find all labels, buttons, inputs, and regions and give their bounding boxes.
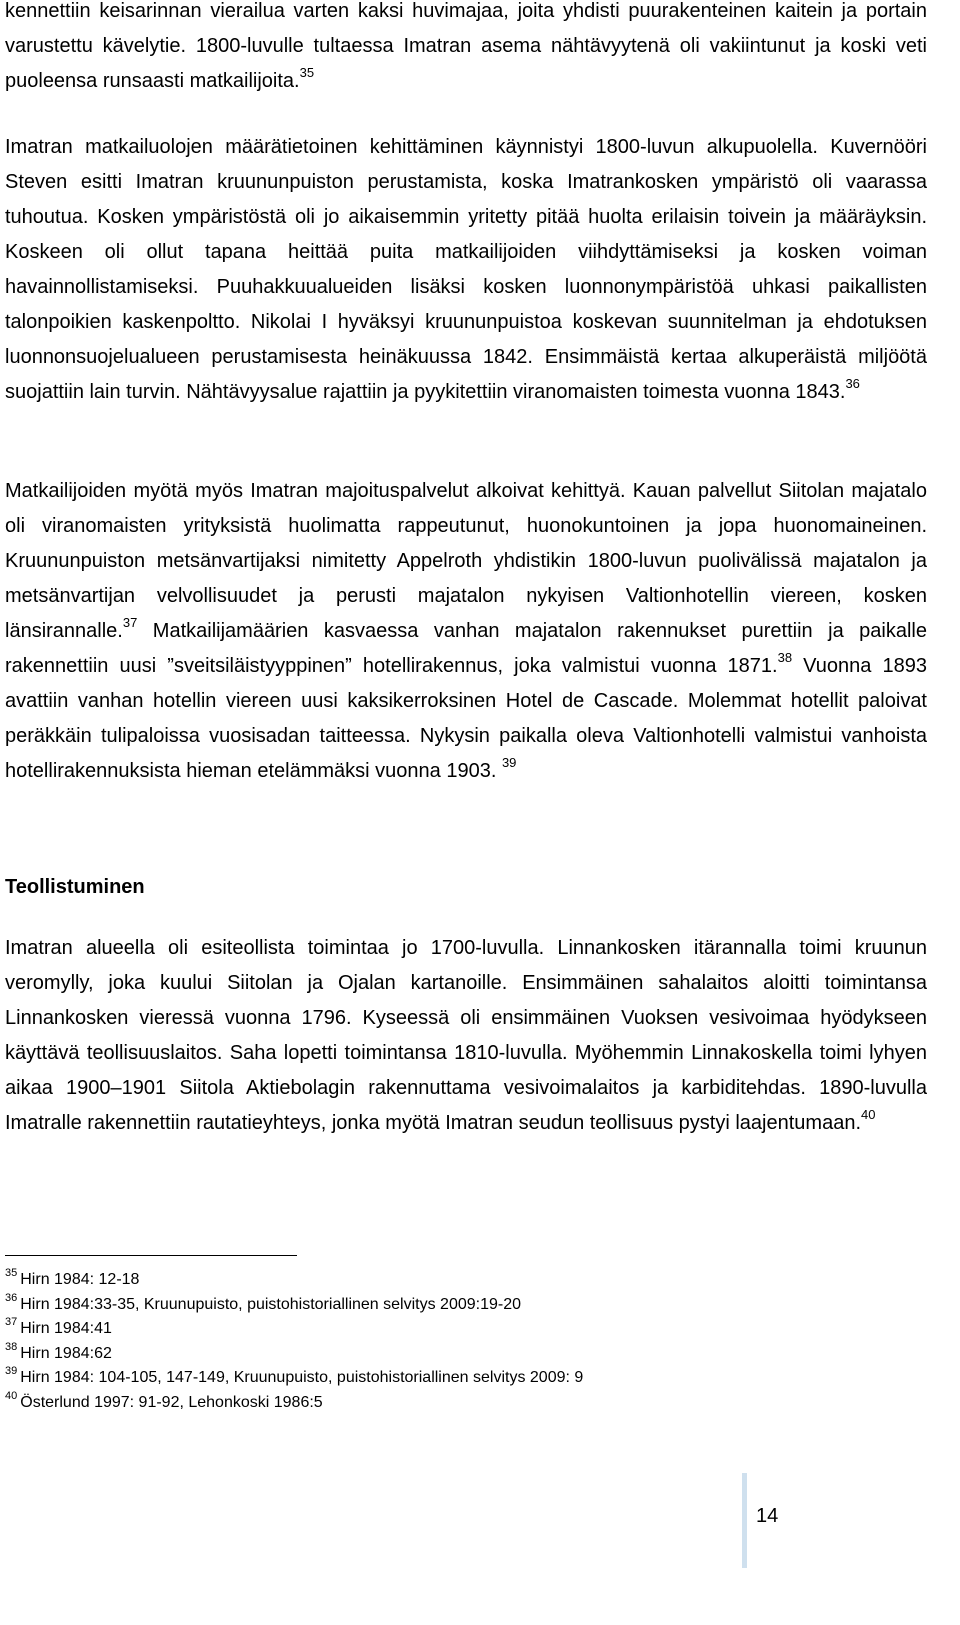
footnote-35 bbox=[5, 1268, 583, 1293]
footnote-37 bbox=[5, 1317, 583, 1342]
footnote-ref-37[interactable]: 37 bbox=[122, 615, 138, 630]
footnotes-list bbox=[5, 1268, 583, 1415]
paragraph-4 bbox=[5, 931, 927, 1141]
footnote-number: 39 bbox=[5, 1365, 18, 1377]
section-heading: Teollistuminen bbox=[5, 876, 145, 898]
footnote-ref-39[interactable]: 39 bbox=[501, 755, 517, 770]
footnote-ref-38[interactable]: 38 bbox=[777, 650, 793, 665]
paragraph-2 bbox=[5, 130, 927, 410]
footnote-text: Hirn 1984:62 bbox=[20, 1344, 112, 1362]
footnote-ref-35[interactable]: 35 bbox=[299, 65, 315, 80]
footnote-39 bbox=[5, 1366, 583, 1391]
footnote-ref-36[interactable]: 36 bbox=[845, 376, 860, 391]
page-number-accent-bar bbox=[742, 1473, 747, 1568]
footnote-40 bbox=[5, 1391, 583, 1416]
paragraph-4-text: Imatran alueella oli esiteollista toimintaa jo 1700-luvulla. Linnankosken itärannalla toimi kruunun veromylly, joka kuului Siitolan ja Ojalan kartanoille. Ensimmäinen sahalaitos aloitti toimintansa Linnankosken vieressä vuonna 1796. Kyseessä oli ensimmäinen Vuoksen vesivoimaa hyödykseen käyttävä teollisuuslaitos. Saha lopetti toimintansa 1810-luvulla. Myöhemmin Linnakoskella toimi lyhyen aikaa 1900–1901 Siitola Aktiebolagin rakennuttama vesivoimalaitos ja karbiditehdas. 1890-luvulla Imatralle rakennettiin rautatieyhteys, jonka myötä Imatran seudun teollisuus pystyi laajentumaan. bbox=[5, 937, 927, 1134]
paragraph-3-text-a: Matkailijoiden myötä myös Imatran majoituspalvelut alkoivat kehittyä. Kauan palvellut Siitolan majatalo oli viranomaisten yrityksistä huolimatta rappeutunut, huonokuntoinen ja jopa huonomaineinen. Kruununpuiston metsänvartijaksi nimitetty Appelroth yhdistikin 1800-luvun puolivälissä majatalon ja metsänvartijan velvollisuudet ja perusti majatalon nykyisen Valtionhotellin viereen, kosken länsirannalle. bbox=[5, 480, 927, 642]
page-number: 14 bbox=[756, 1505, 779, 1527]
paragraph-1-text: kennettiin keisarinnan vierailua varten kaksi huvimajaa, joita yhdisti puurakenteinen kaitein ja portain varustettu kävelytie. 1800-luvulle tultaessa Imatran asema nähtävyytenä oli vakiintunut ja koski veti puoleensa runsaasti matkailijoita. bbox=[5, 0, 927, 92]
footnote-ref-40[interactable]: 40 bbox=[861, 1107, 876, 1122]
footnote-38 bbox=[5, 1342, 583, 1367]
paragraph-2-text: Imatran matkailuolojen määrätietoinen kehittäminen käynnistyi 1800-luvun alkupuolella. Kuvernööri Steven esitti Imatran kruununpuiston perustamista, koska Imatrankosken ympäristö oli vaarassa tuhoutua. Kosken ympäristöstä oli jo aikaisemmin yritetty pitää huolta erilaisin toivein ja määräyksin. Koskeen oli ollut tapana heittää puita matkailijoiden viihdyttämiseksi ja kosken voiman havainnollistamiseksi. Puuhakkuualueiden lisäksi kosken luonnonympäristöä uhkasi paikallisten talonpoikien kaskenpoltto. Nikolai I hyväksyi kruununpuistoa koskevan suunnitelman ja ehdotuksen luonnonsuojelualueen perustamisesta heinäkuussa 1842. Ensimmäistä kertaa alkuperäistä miljöötä suojattiin lain turvin. Nähtävyysalue rajattiin ja pyykitettiin viranomaisten toimesta vuonna 1843. bbox=[5, 136, 927, 403]
footnote-text: Österlund 1997: 91-92, Lehonkoski 1986:5 bbox=[20, 1393, 323, 1411]
footnote-number: 37 bbox=[5, 1316, 18, 1328]
footnote-number: 35 bbox=[5, 1267, 18, 1279]
paragraph-3-text-b: Matkailijamäärien kasvaessa vanhan majatalon rakennukset purettiin ja paikalle rakennettiin uusi ”sveitsiläistyyppinen” hotellirakennus, joka valmistui vuonna 1871. bbox=[5, 620, 927, 677]
footnote-text: Hirn 1984: 12-18 bbox=[20, 1271, 140, 1288]
paragraph-3-text-c: Vuonna 1893 avattiin vanhan hotellin viereen uusi kaksikerroksinen Hotel de Cascade. Molemmat hotellit paloivat peräkkäin tulipaloissa vuosisadan taitteessa. Nykysin paikalla oleva Valtionhotelli valmistui vanhoista hotellirakennuksista hieman etelämmäksi vuonna 1903. bbox=[5, 655, 928, 782]
footnote-text: Hirn 1984:41 bbox=[20, 1320, 112, 1337]
footnote-number: 38 bbox=[5, 1340, 18, 1353]
paragraph-1 bbox=[5, 0, 927, 99]
paragraph-3 bbox=[5, 474, 927, 789]
footnote-36 bbox=[5, 1293, 583, 1318]
footnote-number: 40 bbox=[5, 1389, 18, 1402]
footnote-text: Hirn 1984: 104-105, 147-149, Kruunupuisto, puistohistoriallinen selvitys 2009: 9 bbox=[20, 1369, 584, 1386]
footnote-text: Hirn 1984:33-35, Kruunupuisto, puistohistoriallinen selvitys 2009:19-20 bbox=[20, 1295, 521, 1313]
footnote-divider bbox=[5, 1255, 297, 1256]
footnote-number: 36 bbox=[5, 1291, 18, 1304]
